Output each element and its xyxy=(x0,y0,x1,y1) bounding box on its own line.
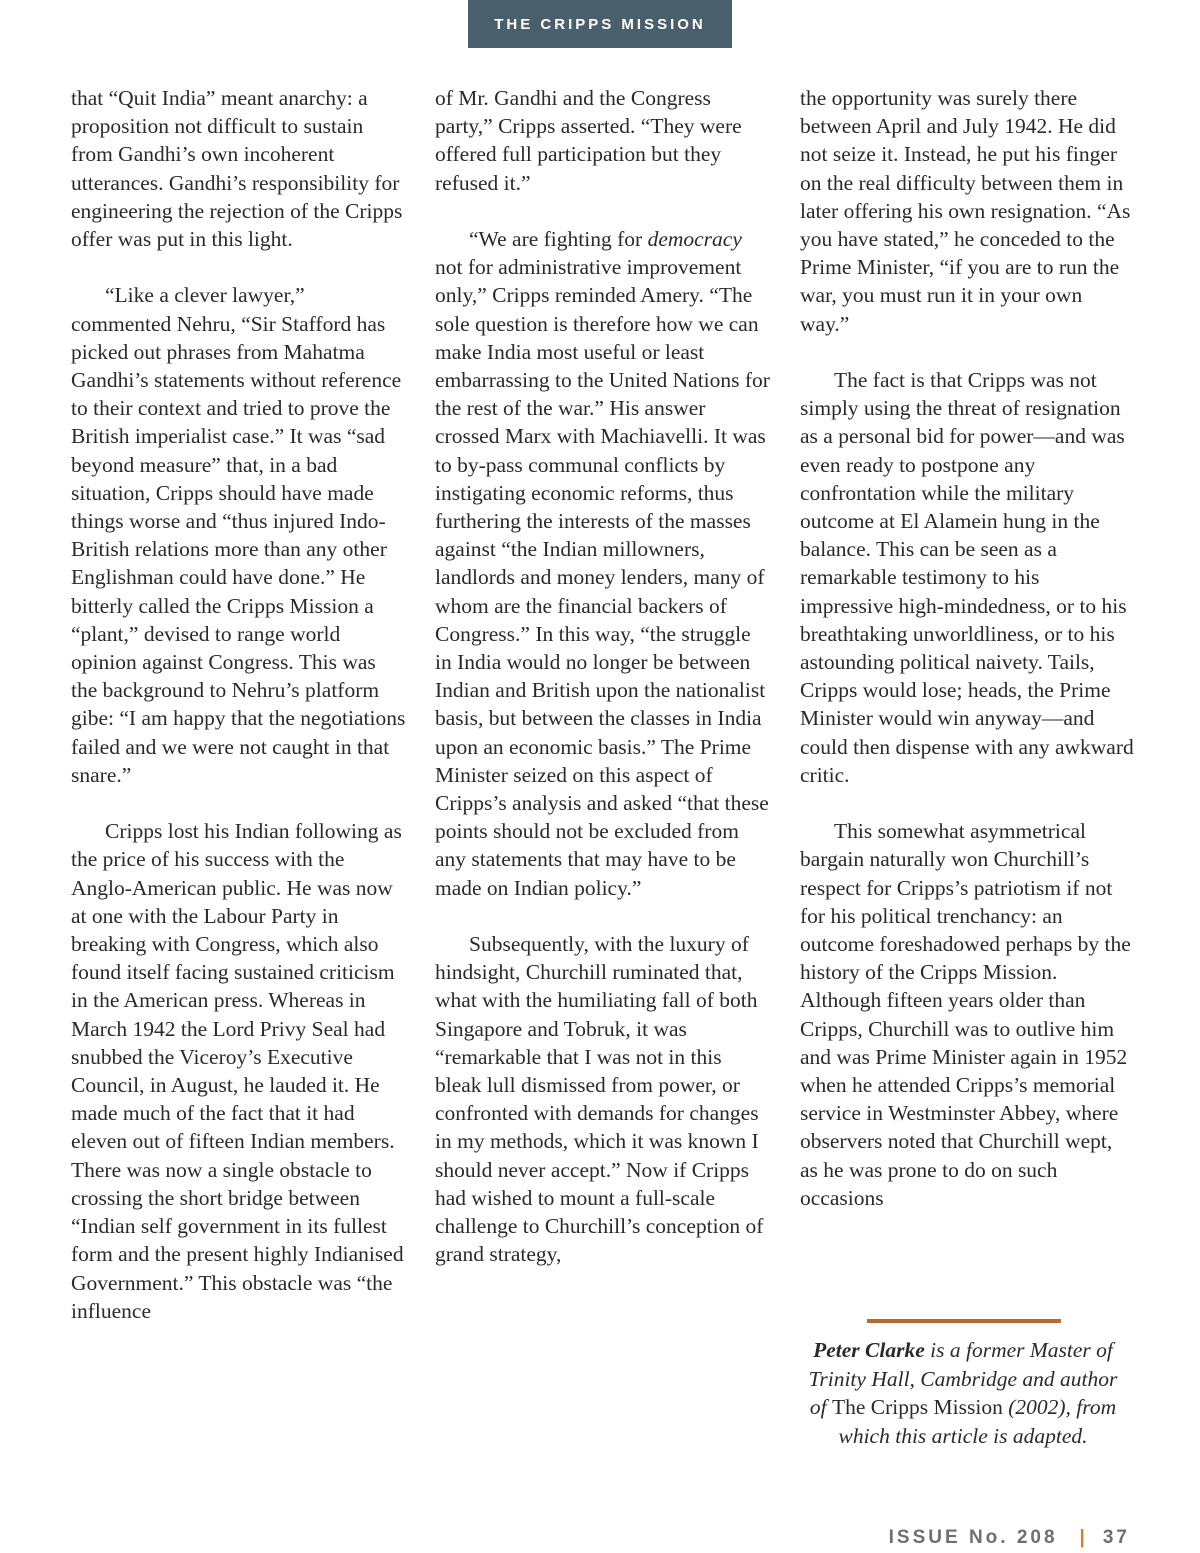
paragraph: “Like a clever lawyer,” commented Nehru, “Sir Stafford has picked out phrases from Mahatma Gandhi’s statements without reference to their context and tried to prove the British imperialist case.” It was “sad beyond measure” that, in a bad situation, Cripps should have made things worse and “thus injured Indo-British relations more than any other Englishman could have done.” He bitterly called the Cripps Mission a “plant,” devised to range world opinion against Congress. This was the background to Nehru’s platform gibe: “I am happy that the negotiations failed and we were not caught in that snare.” xyxy=(71,283,406,787)
author-bio xyxy=(798,1336,1128,1450)
article-column-1 xyxy=(71,84,406,1353)
paragraph: Subsequently, with the luxury of hindsight, Churchill ruminated that, what with the humiliating fall of both Singapore and Tobruk, it was “remarkable that I was not in this bleak lull dismissed from power, or confronted with demands for changes in my methods, which it was known I should never accept.” Now if Cripps had wished to mount a full-scale challenge to Churchill’s conception of grand strategy, xyxy=(435,932,764,1267)
article-column-3 xyxy=(800,84,1135,1240)
section-header-tab xyxy=(468,0,732,48)
page-footer xyxy=(889,1527,1130,1549)
section-title: THE CRIPPS MISSION xyxy=(494,16,706,33)
issue-label: ISSUE No. 208 xyxy=(888,1527,1058,1548)
page-number: 37 xyxy=(1102,1527,1130,1548)
bio-text: is a former Master of Trinity Hall, Cambridge and author of xyxy=(808,1338,1118,1419)
paragraph xyxy=(435,225,770,902)
article-column-2 xyxy=(435,84,770,1297)
paragraph: The fact is that Cripps was not simply using the threat of resignation as a personal bid for power—and was even ready to postpone any confrontation while the military outcome at El Alamein hung in the balance. This can be seen as a remarkable testimony to his impressive high-mindedness, or to his breathtaking unworldliness, or to his astounding political naivety. Tails, Cripps would lose; heads, the Prime Minister would win anyway—and could then dispense with any awkward critic. xyxy=(800,368,1134,787)
book-title: The Cripps Mission xyxy=(832,1395,1003,1419)
paragraph: the opportunity was surely there between April and July 1942. He did not seize it. Instead, he put his finger on the real difficulty between them in later offering his own resignation. “As you have stated,” he conceded to the Prime Minister, “if you are to run the war, you must run it in your own way.” xyxy=(800,86,1131,336)
paragraph: that “Quit India” meant anarchy: a proposition not difficult to sustain from Gandhi’s own incoherent utterances. Gandhi’s responsibility for engineering the rejection of the Cripps offer was put in this light. xyxy=(71,86,403,252)
paragraph-text: not for administrative improvement only,” Cripps reminded Amery. “The sole question is therefore how we can make India most useful or least embarrassing to the United Nations for the rest of the war.” His answer crossed Marx with Machiavelli. It was to by-pass communal conflicts by instigating economic reforms, thus furthering the interests of the masses against “the Indian millowners, landlords and money lenders, many of whom are the financial backers of Congress.” In this way, “the struggle in India would no longer be between Indian and British upon the nationalist basis, but between the classes in India upon an economic basis.” The Prime Minister seized on this aspect of Cripps’s analysis and asked “that these points should not be excluded from any statements that may have to be made on Indian policy.” xyxy=(435,255,770,900)
paragraph-text: “We are fighting for xyxy=(469,227,648,251)
paragraph: This somewhat asymmetrical bargain naturally won Churchill’s respect for Cripps’s patriotism if not for his political trenchancy: an outcome foreshadowed perhaps by the history of the Cripps Mission. Although fifteen years older than Cripps, Churchill was to outlive him and was Prime Minister again in 1952 when he attended Cripps’s memorial service in Westminster Abbey, where observers noted that Churchill wept, as he was prone to do on such occasions xyxy=(800,819,1131,1210)
bio-divider xyxy=(867,1319,1061,1323)
author-name: Peter Clarke xyxy=(813,1338,925,1362)
paragraph: of Mr. Gandhi and the Congress party,” Cripps asserted. “They were offered full participation but they refused it.” xyxy=(435,86,742,195)
emphasized-word: democracy xyxy=(647,227,742,251)
bio-text: (2002), from which this article is adapted. xyxy=(838,1395,1117,1448)
footer-separator: | xyxy=(1079,1527,1085,1548)
paragraph: Cripps lost his Indian following as the price of his success with the Anglo-American public. He was now at one with the Labour Party in breaking with Congress, which also found itself facing sustained criticism in the American press. Whereas in March 1942 the Lord Privy Seal had snubbed the Viceroy’s Executive Council, in August, he lauded it. He made much of the fact that it had eleven out of fifteen Indian members. There was now a single obstacle to crossing the short bridge between “Indian self government in its fullest form and the present highly Indianised Government.” This obstacle was “the influence xyxy=(71,819,404,1323)
